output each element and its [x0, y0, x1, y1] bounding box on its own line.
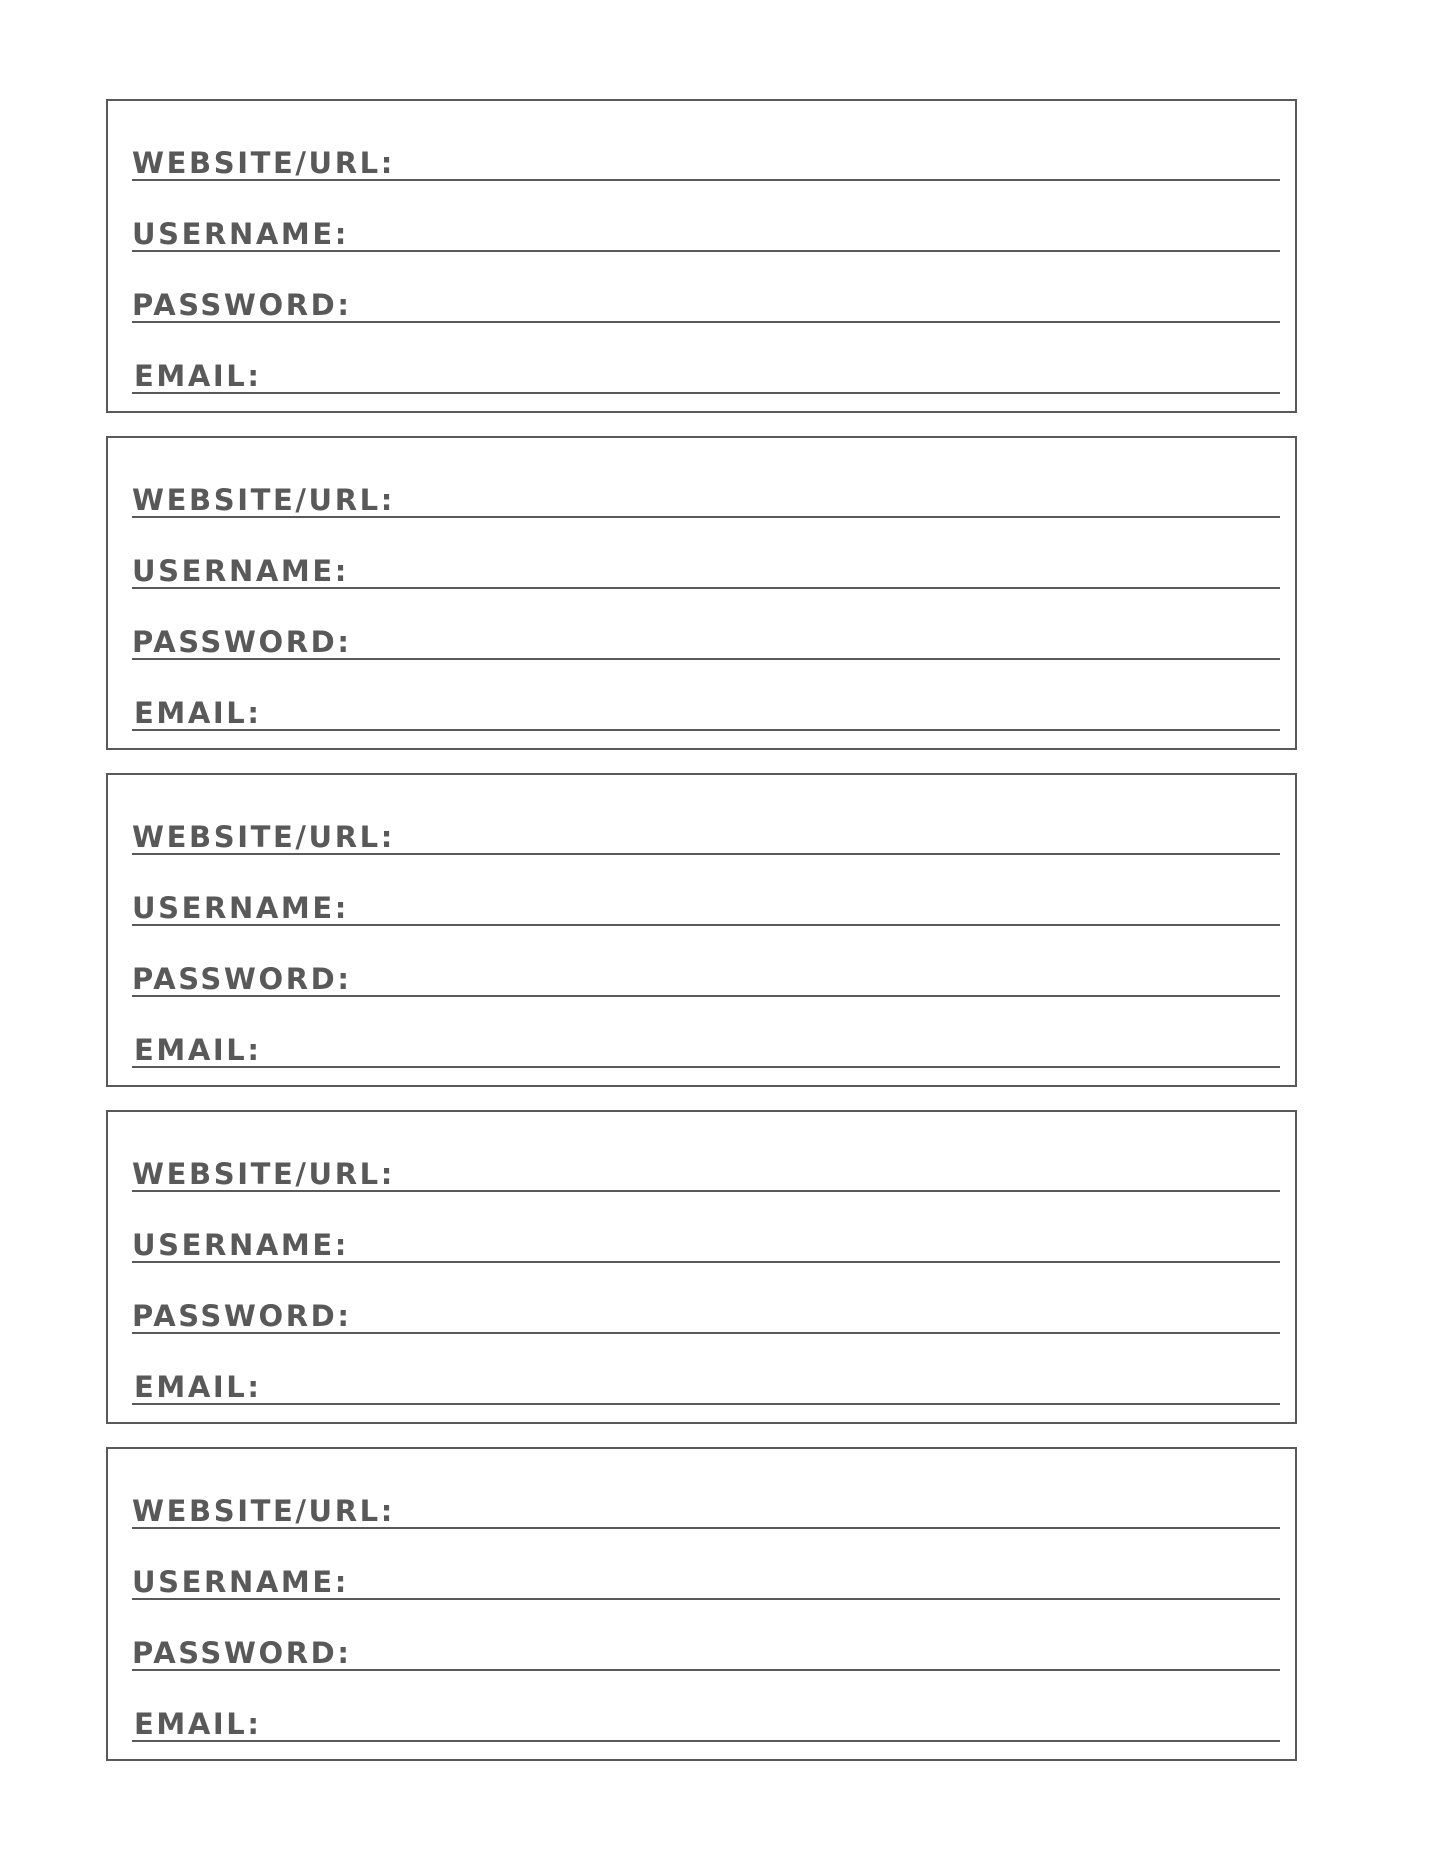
- website-url-field[interactable]: [132, 141, 1280, 181]
- password-entry-card: [106, 773, 1297, 1087]
- website-url-label: WEBSITE/URL:: [132, 146, 395, 180]
- username-field[interactable]: [132, 886, 1280, 926]
- username-field[interactable]: [132, 549, 1280, 589]
- password-field[interactable]: [132, 1631, 1280, 1671]
- username-field[interactable]: [132, 212, 1280, 252]
- email-field[interactable]: [132, 354, 1280, 394]
- website-url-label: WEBSITE/URL:: [132, 820, 395, 854]
- email-label: EMAIL:: [134, 359, 262, 393]
- password-field[interactable]: [132, 620, 1280, 660]
- email-label: EMAIL:: [134, 1033, 262, 1067]
- website-url-label: WEBSITE/URL:: [132, 1157, 395, 1191]
- username-label: USERNAME:: [132, 217, 349, 251]
- password-label: PASSWORD:: [132, 288, 352, 322]
- password-entry-card: [106, 436, 1297, 750]
- password-entry-card: [106, 1447, 1297, 1761]
- password-field[interactable]: [132, 1294, 1280, 1334]
- email-field[interactable]: [132, 691, 1280, 731]
- username-field[interactable]: [132, 1223, 1280, 1263]
- website-url-field[interactable]: [132, 1152, 1280, 1192]
- website-url-field[interactable]: [132, 478, 1280, 518]
- username-label: USERNAME:: [132, 1565, 349, 1599]
- email-field[interactable]: [132, 1365, 1280, 1405]
- website-url-label: WEBSITE/URL:: [132, 483, 395, 517]
- website-url-field[interactable]: [132, 1489, 1280, 1529]
- password-label: PASSWORD:: [132, 1636, 352, 1670]
- email-label: EMAIL:: [134, 696, 262, 730]
- password-label: PASSWORD:: [132, 962, 352, 996]
- website-url-field[interactable]: [132, 815, 1280, 855]
- username-label: USERNAME:: [132, 891, 349, 925]
- username-field[interactable]: [132, 1560, 1280, 1600]
- password-label: PASSWORD:: [132, 1299, 352, 1333]
- password-field[interactable]: [132, 283, 1280, 323]
- username-label: USERNAME:: [132, 1228, 349, 1262]
- password-label: PASSWORD:: [132, 625, 352, 659]
- username-label: USERNAME:: [132, 554, 349, 588]
- password-field[interactable]: [132, 957, 1280, 997]
- email-field[interactable]: [132, 1702, 1280, 1742]
- email-label: EMAIL:: [134, 1370, 262, 1404]
- password-entry-card: [106, 99, 1297, 413]
- website-url-label: WEBSITE/URL:: [132, 1494, 395, 1528]
- email-field[interactable]: [132, 1028, 1280, 1068]
- password-entry-card: [106, 1110, 1297, 1424]
- email-label: EMAIL:: [134, 1707, 262, 1741]
